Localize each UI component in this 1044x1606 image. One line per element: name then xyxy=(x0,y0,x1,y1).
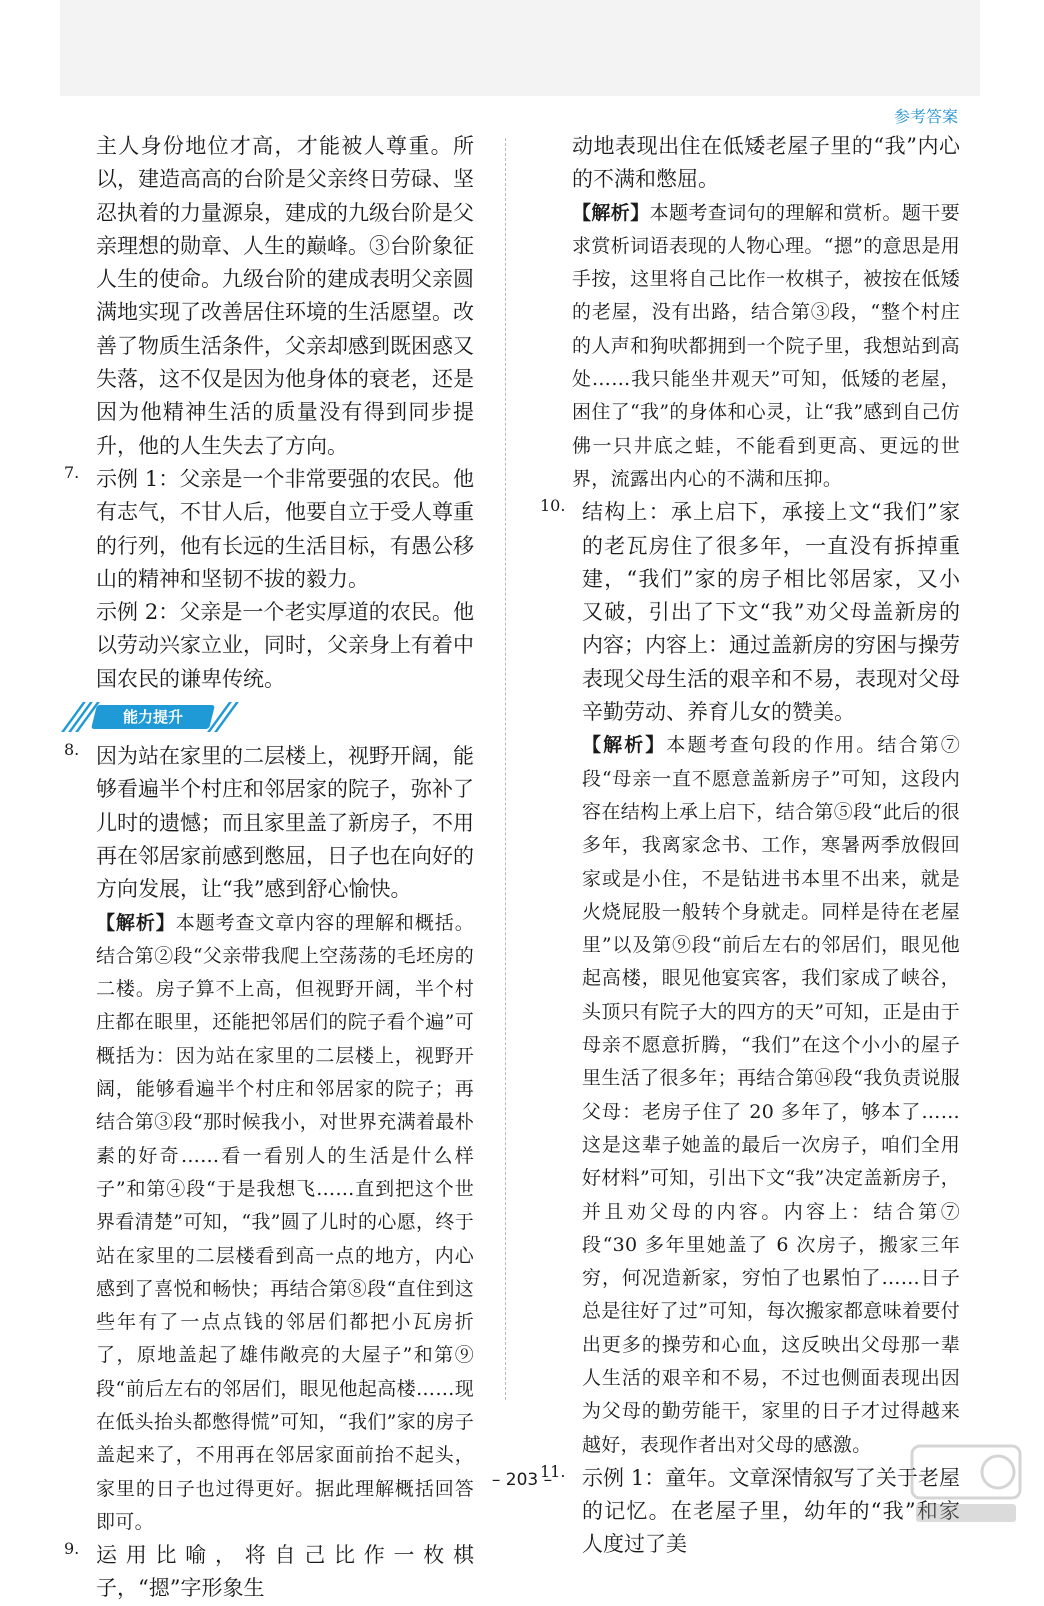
question-7 xyxy=(64,463,474,696)
banner-label: 能力提升 xyxy=(122,708,183,727)
q6-continuation: 主人身份地位才高，才能被人尊重。所以，建造高高的台阶是父亲终日劳碌、坚忍执着的力量源泉，建成的九级台阶是父亲理想的勋章、人生的巅峰。③台阶象征人生的使命。九级台阶的建成表明父亲圆满地实现了改善居住环境的生活愿望。改善了物质生活条件，父亲却感到既困惑又失落，这不仅是因为他身体的衰老，还是因为他精神生活的质量没有得到同步提升，他的人生失去了方向。 xyxy=(96,134,474,458)
question-number: 7. xyxy=(64,462,80,482)
analysis-text: 本题考查词句的理解和赏析。题干要求赏析词语表现的人物心理。“摁”的意思是用手按，这里将自己比作一枚棋子，被按在低矮的老屋，没有出路，结合第③段，“整个村庄的人声和狗吠都拥到一个院子里，我想站到高处……我只能坐井观天”可知，低矮的老屋，困住了“我”的身体和心灵，让“我”感到自己仿佛一只井底之蛙，不能看到更高、更远的世界，流露出内心的不满和压抑。 xyxy=(572,201,960,490)
question-9 xyxy=(64,1539,474,1606)
q9-answer: 运用比喻，将自己比作一枚棋子，“摁”字形象生 xyxy=(96,1543,474,1601)
top-scan-band xyxy=(60,0,980,96)
q10-analysis xyxy=(582,729,960,1462)
analysis-tag: 【解析】 xyxy=(572,201,650,224)
q7-example-2: 示例 2：父亲是一个老实厚道的农民。他以劳动兴家立业，同时，父亲身上有着中国农民的谦卑传统。 xyxy=(96,600,474,691)
q9-continuation: 动地表现出住在低矮老屋子里的“我”内心的不满和憋屈。 xyxy=(572,134,960,192)
question-number: 9. xyxy=(64,1539,80,1559)
q7-answer: 示例 1：父亲是一个非常要强的农民。他有志气，不甘人后，他要自立于受人尊重的行列，他有长远的生活目标，有愚公移山的精神和坚韧不拔的毅力。 xyxy=(96,466,474,591)
question-10 xyxy=(540,496,960,1462)
analysis-tag: 【解析】 xyxy=(582,734,667,757)
question-8 xyxy=(64,740,474,1539)
q9-analysis xyxy=(540,197,960,497)
question-number: 11. xyxy=(540,1461,566,1481)
watermark-logo-icon xyxy=(906,1438,1026,1528)
analysis-tag: 【解析】 xyxy=(96,911,176,934)
left-column xyxy=(64,130,474,1606)
q10-answer: 结构上：承上启下，承接上文“我们”家的老瓦房住了很多年，一直没有拆掉重建，“我们”家的房子相比邻居家，又小又破，引出了下文“我”劝父母盖新房的内容；内容上：通过盖新房的穷困与操劳表现父母生活的艰辛和不易，表现对父母辛勤劳动、养育儿女的赞美。 xyxy=(582,500,960,725)
q8-analysis xyxy=(96,907,474,1540)
page-number: – 203 – xyxy=(491,1470,553,1490)
column-divider xyxy=(505,138,506,1400)
question-number: 10. xyxy=(540,496,566,516)
section-banner xyxy=(68,702,474,734)
analysis-text: 本题考查文章内容的理解和概括。结合第②段“父亲带我爬上空荡荡的毛坯房的二楼。房子算不上高，但视野开阔，半个村庄都在眼里，还能把邻居们的院子看个遍”可概括为：因为站在家里的二层楼上，视野开阔，能够看遍半个村庄和邻居家的院子；再结合第③段“那时候我小，对世界充满着最朴素的好奇……看一看别人的生活是什么样子”和第④段“于是我想飞……直到把这个世界看清楚”可知，“我”圆了儿时的心愿，终于站在家里的二层楼看到高一点的地方，内心感到了喜悦和畅快；再结合第⑧段“直住到这些年有了一点点钱的邻居们都把小瓦房折了，原地盖起了雄伟敞亮的大屋子”和第⑨段“前后左右的邻居们，眼见他起高楼……现在低头抬头都憋得慌”可知，“我们”家的房子盖起来了，不用再在邻居家面前抬不起头，家里的日子也过得更好。据此理解概括回答即可。 xyxy=(96,911,474,1533)
header-answer-tag: 参考答案 xyxy=(893,107,958,126)
analysis-text: 本题考查句段的作用。结合第⑦段“母亲一直不愿意盖新房子”可知，这段内容在结构上承上启下，结合第⑤段“此后的很多年，我离家念书、工作，寒暑两季放假回家或是小住，不是钻进书本里不出来，就是火烧屁股一般转个身就走。同样是待在老屋里”以及第⑨段“前后左右的邻居们，眼见他起高楼，眼见他宴宾客，我们家成了峡谷，头顶只有院子大的四方的天”可知，正是由于母亲不愿意折腾，“我们”在这个小小的屋子里生活了很多年；再结合第⑭段“我负责说服父母：老房子住了 20 多年了，够本了……这是这辈子她盖的最后一次房子，咱们全用好材料”可知，引出下文“我”决定盖新房子，并且劝父母的内容。内容上：结合第⑦段“30 多年里她盖了 6 次房子，搬家三年穷，何况造新家，穷怕了也累怕了……日子总是往好了过”可知，每次搬家都意味着要付出更多的操劳和心血，这反映出父母那一辈人生活的艰辛和不易，不过也侧面表现出因为父母的勤劳能干，家里的日子才过得越来越好，表现作者出对父母的感激。 xyxy=(582,734,961,1456)
q8-answer: 因为站在家里的二层楼上，视野开阔，能够看遍半个村庄和邻居家的院子，弥补了儿时的遗憾；而且家里盖了新房子，不用再在邻居家前感到憋屈，日子也在向好的方向发展，让“我”感到舒心愉快。 xyxy=(96,744,474,902)
question-number: 8. xyxy=(64,740,80,760)
q11-answer: 示例 1：童年。文章深情叙写了关于老屋的记忆。在老屋子里，幼年的“我”和家人度过了美 xyxy=(582,1465,960,1557)
right-column xyxy=(540,130,960,1562)
